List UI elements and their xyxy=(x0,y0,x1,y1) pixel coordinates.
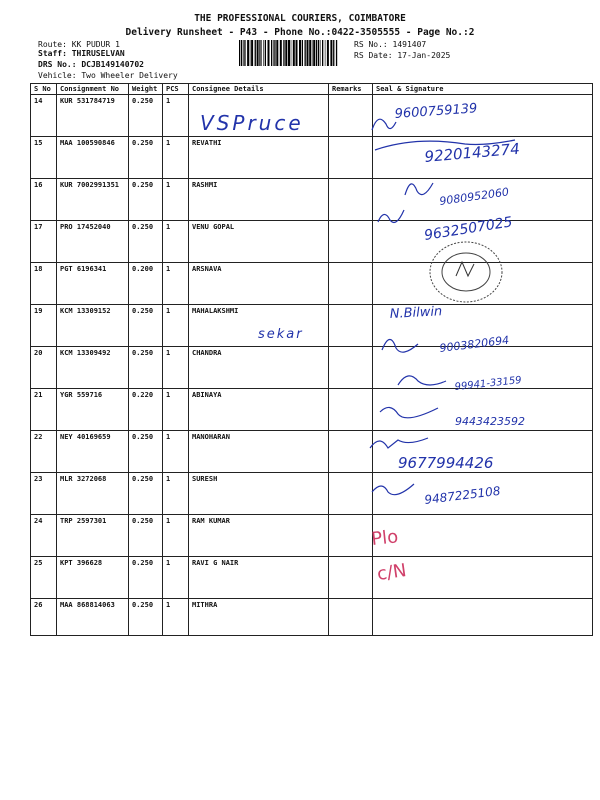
hw-row25-note: Plo xyxy=(370,526,400,550)
barcode-bar xyxy=(296,40,298,66)
cell-consignment-no: KCM 13309152 xyxy=(57,305,129,347)
cell-remarks xyxy=(329,599,373,636)
cell-consignee xyxy=(189,95,329,137)
cell-remarks xyxy=(329,473,373,515)
cell-sno: 25 xyxy=(31,557,57,599)
cell-pcs: 1 xyxy=(163,389,189,431)
barcode-bar xyxy=(239,40,240,66)
barcode-bar xyxy=(244,40,245,66)
barcode-bar xyxy=(322,40,323,66)
cell-weight: 0.250 xyxy=(129,473,163,515)
cell-consignment-no: NEY 40169659 xyxy=(57,431,129,473)
barcode-bar xyxy=(293,40,295,66)
barcode-bar xyxy=(250,40,251,66)
barcode-bar xyxy=(243,40,244,66)
cell-pcs: 1 xyxy=(163,473,189,515)
barcode-bar xyxy=(257,40,259,66)
table-row xyxy=(31,431,593,473)
cell-pcs: 1 xyxy=(163,221,189,263)
cell-signature xyxy=(373,179,593,221)
cell-remarks xyxy=(329,95,373,137)
runsheet-table xyxy=(30,83,593,636)
barcode-bar xyxy=(273,40,274,66)
cell-consignee: SURESH xyxy=(189,473,329,515)
table-row xyxy=(31,263,593,305)
table-row xyxy=(31,347,593,389)
col-weight-header: Weight xyxy=(129,84,163,95)
table-row xyxy=(31,95,593,137)
route-label: Route: KK PUDUR 1 xyxy=(38,40,120,49)
cell-consignee: RASHMI xyxy=(189,179,329,221)
cell-signature xyxy=(373,557,593,599)
cell-pcs: 1 xyxy=(163,263,189,305)
barcode-bar xyxy=(280,40,282,66)
cell-weight: 0.200 xyxy=(129,263,163,305)
cell-weight: 0.250 xyxy=(129,557,163,599)
cell-consignment-no: KPT 396628 xyxy=(57,557,129,599)
cell-sno: 24 xyxy=(31,515,57,557)
cell-pcs: 1 xyxy=(163,347,189,389)
barcode-bar xyxy=(255,40,256,66)
table-row xyxy=(31,557,593,599)
cell-consignment-no: KUR 531784719 xyxy=(57,95,129,137)
cell-weight: 0.250 xyxy=(129,599,163,636)
barcode-bar xyxy=(265,40,266,66)
cell-consignee: MANOHARAN xyxy=(189,431,329,473)
cell-remarks xyxy=(329,137,373,179)
cell-consignee: REVATHI xyxy=(189,137,329,179)
hw-row16-phone: 9080952060 xyxy=(438,185,510,208)
seal-stamp xyxy=(422,236,506,306)
cell-weight: 0.220 xyxy=(129,389,163,431)
hw-row22-phone: 9443423592 xyxy=(455,415,525,428)
cell-pcs: 1 xyxy=(163,137,189,179)
runsheet-title: Delivery Runsheet - P43 - Phone No.:0422-3505555 - Page No.:2 xyxy=(125,27,475,38)
col-pcs-header: PCS xyxy=(163,84,189,95)
barcode-bar xyxy=(268,40,270,66)
cell-signature xyxy=(373,95,593,137)
cell-signature xyxy=(373,515,593,557)
barcode-bar xyxy=(336,40,337,66)
cell-pcs: 1 xyxy=(163,305,189,347)
cell-signature xyxy=(373,137,593,179)
cell-sno: 17 xyxy=(31,221,57,263)
cell-weight: 0.250 xyxy=(129,347,163,389)
cell-consignment-no: PGT 6196341 xyxy=(57,263,129,305)
barcode-bar xyxy=(318,40,319,66)
barcode-bar xyxy=(285,40,287,66)
cell-pcs: 1 xyxy=(163,599,189,636)
cell-weight: 0.250 xyxy=(129,515,163,557)
hw-row15-phone: 9220143274 xyxy=(423,139,521,166)
hw-row14-name: VSPruce xyxy=(200,111,304,135)
cell-weight: 0.250 xyxy=(129,431,163,473)
barcode-bar xyxy=(320,40,321,66)
table-row xyxy=(31,515,593,557)
hw-row14-phone: 9600759139 xyxy=(394,101,478,122)
cell-signature xyxy=(373,473,593,515)
cell-weight: 0.250 xyxy=(129,179,163,221)
cell-signature xyxy=(373,599,593,636)
hw-row20-name: sekar xyxy=(258,327,304,342)
company-title: THE PROFESSIONAL COURIERS, COIMBATORE xyxy=(194,13,406,24)
cell-remarks xyxy=(329,557,373,599)
barcode-bar xyxy=(325,40,326,66)
barcode-bar xyxy=(327,40,329,66)
table-row xyxy=(31,221,593,263)
table-row xyxy=(31,599,593,636)
hw-row20-phone: 9003820694 xyxy=(438,333,510,355)
cell-pcs: 1 xyxy=(163,179,189,221)
hw-row17-phone: 9632507025 xyxy=(423,214,514,244)
cell-sno: 23 xyxy=(31,473,57,515)
barcode-bar xyxy=(259,40,260,66)
table-row xyxy=(31,179,593,221)
cell-consignment-no: KUR 7002991351 xyxy=(57,179,129,221)
cell-consignee: ABINAYA xyxy=(189,389,329,431)
cell-sno: 22 xyxy=(31,431,57,473)
cell-consignment-no: YGR 559716 xyxy=(57,389,129,431)
barcode-bar xyxy=(263,40,264,66)
cell-sno: 18 xyxy=(31,263,57,305)
cell-remarks xyxy=(329,305,373,347)
cell-sno: 26 xyxy=(31,599,57,636)
hw-row26-note: c/N xyxy=(375,560,408,585)
cell-sno: 14 xyxy=(31,95,57,137)
barcode-bar xyxy=(299,40,301,66)
cell-pcs: 1 xyxy=(163,431,189,473)
cell-sno: 16 xyxy=(31,179,57,221)
barcode-bar xyxy=(316,40,317,66)
cell-signature xyxy=(373,305,593,347)
cell-consignment-no: MLR 3272068 xyxy=(57,473,129,515)
table-row xyxy=(31,389,593,431)
cell-pcs: 1 xyxy=(163,557,189,599)
barcode-bar xyxy=(333,40,334,66)
cell-consignee: RAM KUMAR xyxy=(189,515,329,557)
barcode-bar xyxy=(302,40,303,66)
cell-consignment-no: PRO 17452040 xyxy=(57,221,129,263)
cell-consignee: MITHRA xyxy=(189,599,329,636)
barcode-bar xyxy=(305,40,306,66)
cell-signature xyxy=(373,347,593,389)
barcode-bar xyxy=(283,40,284,66)
barcode-bar xyxy=(261,40,262,66)
cell-consignee: CHANDRA xyxy=(189,347,329,389)
vehicle-label: Vehicle: Two Wheeler Delivery xyxy=(38,71,178,80)
staff-label: Staff: THIRUSELVAN xyxy=(38,49,125,58)
cell-sno: 20 xyxy=(31,347,57,389)
cell-consignee: VENU GOPAL xyxy=(189,221,329,263)
cell-weight: 0.250 xyxy=(129,137,163,179)
cell-weight: 0.250 xyxy=(129,221,163,263)
cell-sno: 21 xyxy=(31,389,57,431)
cell-remarks xyxy=(329,347,373,389)
cell-remarks xyxy=(329,221,373,263)
cell-consignment-no: TRP 2597301 xyxy=(57,515,129,557)
barcode-bar xyxy=(312,40,313,66)
hw-row21-phone: 99941-33159 xyxy=(454,375,523,393)
cell-consignment-no: MAA 868814063 xyxy=(57,599,129,636)
col-consignment-no-header: Consignment No xyxy=(57,84,129,95)
cell-pcs: 1 xyxy=(163,515,189,557)
cell-consignment-no: KCM 13309492 xyxy=(57,347,129,389)
barcode-bar xyxy=(247,40,249,66)
barcode-bar xyxy=(241,40,242,66)
cell-sno: 15 xyxy=(31,137,57,179)
rs-date: RS Date: 17-Jan-2025 xyxy=(354,51,451,60)
table-row xyxy=(31,305,593,347)
cell-pcs: 1 xyxy=(163,95,189,137)
cell-consignee: ARSNAVA xyxy=(189,263,329,305)
barcode-bar xyxy=(309,40,311,66)
col-sno-header: S No xyxy=(31,84,57,95)
hw-row24-phone: 9487225108 xyxy=(423,483,502,507)
cell-remarks xyxy=(329,179,373,221)
barcode-image xyxy=(238,40,340,66)
cell-consignee: RAVI G NAIR xyxy=(189,557,329,599)
barcode-bar xyxy=(307,40,309,66)
col-consignee-details-header: Consignee Details xyxy=(189,84,329,95)
drs-label: DRS No.: DCJB149140702 xyxy=(38,60,144,69)
table-header-row xyxy=(31,84,593,95)
cell-weight: 0.250 xyxy=(129,95,163,137)
col-seal-signature-header: Seal & Signature xyxy=(373,84,593,95)
cell-consignee: MAHALAKSHMI xyxy=(189,305,329,347)
barcode-bar xyxy=(288,40,290,66)
barcode-bar xyxy=(313,40,315,66)
cell-signature xyxy=(373,431,593,473)
hw-row23-phone: 9677994426 xyxy=(398,454,494,472)
rs-number: RS No.: 1491407 xyxy=(354,40,427,49)
cell-signature xyxy=(373,389,593,431)
cell-remarks xyxy=(329,515,373,557)
cell-remarks xyxy=(329,263,373,305)
cell-remarks xyxy=(329,389,373,431)
cell-sno: 19 xyxy=(31,305,57,347)
barcode-bar xyxy=(276,40,278,66)
barcode-bar xyxy=(274,40,275,66)
hw-row19-signature: N.Bilwin xyxy=(389,304,443,322)
barcode-bar xyxy=(330,40,332,66)
col-remarks-header: Remarks xyxy=(329,84,373,95)
cell-remarks xyxy=(329,431,373,473)
table-row xyxy=(31,473,593,515)
barcode-bar xyxy=(271,40,272,66)
cell-weight: 0.250 xyxy=(129,305,163,347)
cell-consignment-no: MAA 100590846 xyxy=(57,137,129,179)
table-row xyxy=(31,137,593,179)
barcode-bar xyxy=(291,40,292,66)
barcode-bar xyxy=(251,40,253,66)
